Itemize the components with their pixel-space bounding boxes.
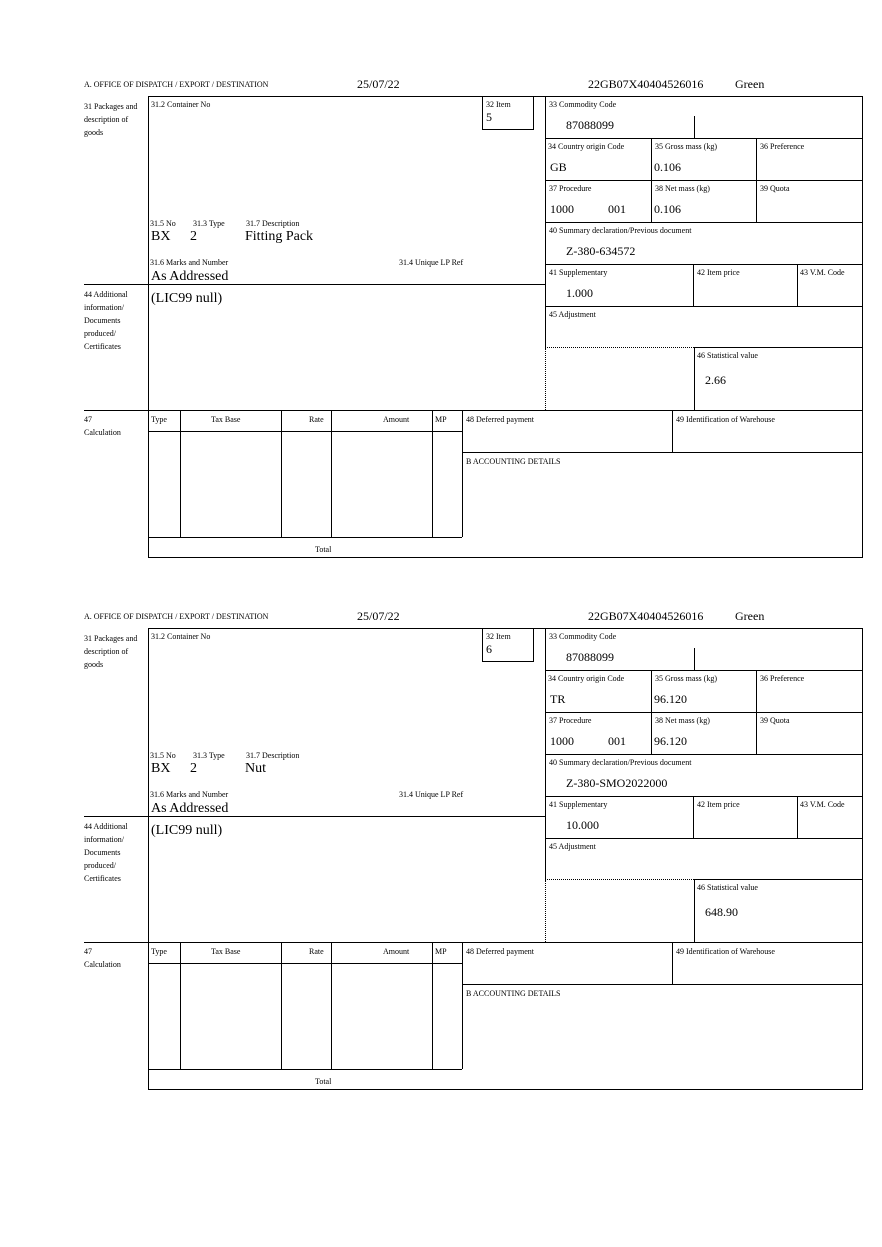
pkg-type-label: 31.3 Type bbox=[193, 219, 225, 228]
procedure-value: 1000 bbox=[550, 734, 574, 748]
declaration-date: 25/07/22 bbox=[357, 609, 400, 623]
item-number: 6 bbox=[486, 642, 492, 656]
calc-header-border bbox=[148, 963, 462, 964]
additional-info-value: (LIC99 null) bbox=[151, 823, 223, 838]
unique-lp-label: 31.4 Unique LP Ref bbox=[399, 258, 464, 267]
commodity-label: 33 Commodity Code bbox=[549, 100, 617, 109]
gross-mass-label: 35 Gross mass (kg) bbox=[655, 674, 717, 683]
summary-decl-label: 40 Summary declaration/Previous document bbox=[549, 226, 692, 235]
procedure-value: 1000 bbox=[550, 202, 574, 216]
supplementary-value: 1.000 bbox=[566, 286, 593, 300]
calc-header-border bbox=[148, 431, 462, 432]
right-border bbox=[862, 96, 863, 558]
col-rate-label: Rate bbox=[309, 415, 324, 424]
accounting-label: B ACCOUNTING DETAILS bbox=[466, 989, 561, 998]
declaration-reference: 22GB07X40404526016 bbox=[588, 77, 704, 91]
calc-label: Calculation bbox=[84, 428, 121, 437]
pkg-no-label: 31.5 No bbox=[150, 751, 176, 760]
warehouse-label: 49 Identification of Warehouse bbox=[676, 415, 775, 424]
calc-col4-divider bbox=[432, 410, 433, 537]
calc-total-border bbox=[148, 1069, 462, 1070]
col42-divider bbox=[693, 264, 694, 306]
deferred-label: 48 Deferred payment bbox=[466, 415, 534, 424]
adjustment-label: 45 Adjustment bbox=[549, 310, 596, 319]
item-price-label: 42 Item price bbox=[697, 800, 740, 809]
additional-info-value: (LIC99 null) bbox=[151, 291, 223, 306]
dotted-h-divider bbox=[545, 347, 694, 348]
total-label: Total bbox=[315, 1077, 332, 1086]
calc-col2-divider bbox=[281, 410, 282, 537]
calc-no-label: 47 bbox=[84, 415, 92, 424]
pkg-desc-value: Fitting Pack bbox=[245, 229, 314, 244]
procedure-label: 37 Procedure bbox=[549, 716, 592, 725]
row41-border bbox=[545, 796, 862, 797]
calc-no-label: 47 bbox=[84, 947, 92, 956]
container-label: 31.2 Container No bbox=[151, 100, 211, 109]
commodity-label: 33 Commodity Code bbox=[549, 632, 617, 641]
row37-border bbox=[545, 180, 862, 181]
packages-label: 31 Packages and description of goods bbox=[84, 634, 138, 669]
item-label: 32 Item bbox=[486, 632, 511, 641]
calc-top-border bbox=[84, 942, 862, 943]
row34-border bbox=[545, 138, 862, 139]
deferred-label: 48 Deferred payment bbox=[466, 947, 534, 956]
warehouse-label: 49 Identification of Warehouse bbox=[676, 947, 775, 956]
adjustment-label: 45 Adjustment bbox=[549, 842, 596, 851]
calc-label: Calculation bbox=[84, 960, 121, 969]
net-mass-value: 96.120 bbox=[654, 734, 687, 748]
row34-border bbox=[545, 670, 862, 671]
pkg-no-label: 31.5 No bbox=[150, 219, 176, 228]
calc-col1-divider bbox=[180, 410, 181, 537]
commodity-divider bbox=[694, 648, 695, 670]
stat-value: 2.66 bbox=[705, 373, 726, 387]
pkg-desc-label: 31.7 Description bbox=[246, 751, 300, 760]
accounting-top-border bbox=[462, 984, 862, 985]
marks-value: As Addressed bbox=[151, 801, 229, 816]
net-mass-value: 0.106 bbox=[654, 202, 681, 216]
pkg-type-value: 2 bbox=[190, 761, 197, 776]
supplementary-value: 10.000 bbox=[566, 818, 599, 832]
total-label: Total bbox=[315, 545, 332, 554]
left-border bbox=[148, 628, 149, 1090]
box46-left-border bbox=[694, 347, 695, 410]
col43-divider bbox=[797, 796, 798, 838]
col43-divider bbox=[797, 264, 798, 306]
col-mp-label: MP bbox=[435, 947, 447, 956]
col-type-label: Type bbox=[151, 947, 167, 956]
additional-info-label: 44 Additional information/ Documents produced/ Certificates bbox=[84, 822, 128, 883]
row45-border bbox=[545, 306, 862, 307]
pkg-type-label: 31.3 Type bbox=[193, 751, 225, 760]
packages-label: 31 Packages and description of goods bbox=[84, 102, 138, 137]
vm-code-label: 43 V.M. Code bbox=[800, 800, 845, 809]
office-header-label: A. OFFICE OF DISPATCH / EXPORT / DESTINATION bbox=[84, 612, 269, 621]
country-origin-value: TR bbox=[550, 692, 566, 706]
col-tax-base-label: Tax Base bbox=[211, 947, 241, 956]
row46-border bbox=[694, 879, 862, 880]
col42-divider bbox=[693, 796, 694, 838]
col-tax-base-label: Tax Base bbox=[211, 415, 241, 424]
box44-top-border bbox=[84, 284, 545, 285]
col-type-label: Type bbox=[151, 415, 167, 424]
calc-col5-divider bbox=[462, 942, 463, 1069]
supplementary-label: 41 Supplementary bbox=[549, 800, 608, 809]
gross-mass-value: 0.106 bbox=[654, 160, 681, 174]
left-border bbox=[148, 96, 149, 558]
previous-doc-value: Z-380-634572 bbox=[566, 244, 636, 258]
country-origin-label: 34 Country origin Code bbox=[548, 142, 625, 151]
procedure-add-value: 001 bbox=[608, 202, 626, 216]
commodity-divider bbox=[694, 116, 695, 138]
box44-top-border bbox=[84, 816, 545, 817]
accounting-top-border bbox=[462, 452, 862, 453]
commodity-code: 87088099 bbox=[566, 118, 614, 132]
unique-lp-label: 31.4 Unique LP Ref bbox=[399, 790, 464, 799]
box49-divider bbox=[672, 942, 673, 984]
vm-code-label: 43 V.M. Code bbox=[800, 268, 845, 277]
calc-col5-divider bbox=[462, 410, 463, 537]
row41-border bbox=[545, 264, 862, 265]
pkg-type-value: 2 bbox=[190, 229, 197, 244]
accounting-label: B ACCOUNTING DETAILS bbox=[466, 457, 561, 466]
supplementary-label: 41 Supplementary bbox=[549, 268, 608, 277]
net-mass-label: 38 Net mass (kg) bbox=[655, 716, 710, 725]
row40-border bbox=[545, 754, 862, 755]
declaration-date: 25/07/22 bbox=[357, 77, 400, 91]
pkg-desc-value: Nut bbox=[245, 761, 266, 776]
row40-border bbox=[545, 222, 862, 223]
route-status: Green bbox=[735, 609, 765, 623]
col-rate-label: Rate bbox=[309, 947, 324, 956]
bottom-border bbox=[148, 1089, 862, 1090]
preference-label: 36 Preference bbox=[760, 142, 805, 151]
preference-label: 36 Preference bbox=[760, 674, 805, 683]
calc-col1-divider bbox=[180, 942, 181, 1069]
route-status: Green bbox=[735, 77, 765, 91]
calc-col3-divider bbox=[331, 942, 332, 1069]
quota-label: 39 Quota bbox=[760, 184, 790, 193]
summary-decl-label: 40 Summary declaration/Previous document bbox=[549, 758, 692, 767]
calc-col4-divider bbox=[432, 942, 433, 1069]
dotted-v-divider bbox=[545, 880, 546, 942]
right-border bbox=[862, 628, 863, 1090]
row46-border bbox=[694, 347, 862, 348]
calc-top-border bbox=[84, 410, 862, 411]
dotted-h-divider bbox=[545, 879, 694, 880]
declaration-item-form bbox=[0, 0, 882, 554]
country-origin-label: 34 Country origin Code bbox=[548, 674, 625, 683]
procedure-add-value: 001 bbox=[608, 734, 626, 748]
net-mass-label: 38 Net mass (kg) bbox=[655, 184, 710, 193]
col-mp-label: MP bbox=[435, 415, 447, 424]
quota-label: 39 Quota bbox=[760, 716, 790, 725]
calc-col2-divider bbox=[281, 942, 282, 1069]
office-header-label: A. OFFICE OF DISPATCH / EXPORT / DESTINATION bbox=[84, 80, 269, 89]
additional-info-label: 44 Additional information/ Documents produced/ Certificates bbox=[84, 290, 128, 351]
commodity-code: 87088099 bbox=[566, 650, 614, 664]
gross-mass-value: 96.120 bbox=[654, 692, 687, 706]
declaration-reference: 22GB07X40404526016 bbox=[588, 609, 704, 623]
pkg-desc-label: 31.7 Description bbox=[246, 219, 300, 228]
dotted-v-divider bbox=[545, 348, 546, 410]
item-number: 5 bbox=[486, 110, 492, 124]
procedure-label: 37 Procedure bbox=[549, 184, 592, 193]
item-price-label: 42 Item price bbox=[697, 268, 740, 277]
previous-doc-value: Z-380-SMO2022000 bbox=[566, 776, 668, 790]
stat-value-label: 46 Statistical value bbox=[697, 351, 758, 360]
marks-value: As Addressed bbox=[151, 269, 229, 284]
gross-mass-label: 35 Gross mass (kg) bbox=[655, 142, 717, 151]
col-amount-label: Amount bbox=[383, 947, 410, 956]
pkg-no-value: BX bbox=[151, 761, 171, 776]
calc-col3-divider bbox=[331, 410, 332, 537]
stat-value: 648.90 bbox=[705, 905, 738, 919]
country-origin-value: GB bbox=[550, 160, 567, 174]
box49-divider bbox=[672, 410, 673, 452]
col-amount-label: Amount bbox=[383, 415, 410, 424]
box46-left-border bbox=[694, 879, 695, 942]
marks-label: 31.6 Marks and Number bbox=[150, 258, 229, 267]
stat-value-label: 46 Statistical value bbox=[697, 883, 758, 892]
container-label: 31.2 Container No bbox=[151, 632, 211, 641]
declaration-item-form bbox=[0, 532, 882, 1086]
row37-border bbox=[545, 712, 862, 713]
item-label: 32 Item bbox=[486, 100, 511, 109]
row45-border bbox=[545, 838, 862, 839]
marks-label: 31.6 Marks and Number bbox=[150, 790, 229, 799]
pkg-no-value: BX bbox=[151, 229, 171, 244]
